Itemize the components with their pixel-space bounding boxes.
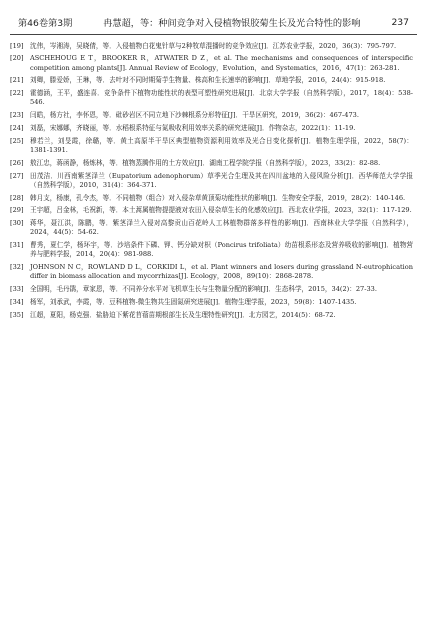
reference-item xyxy=(10,194,413,203)
reference-text: 刘卿，滕爱娇，王琳，等．去叶对不同时期菊芋生物量、株高和生长速率的影响[J]．草地学报，2016，24(4)：915-918. xyxy=(30,76,386,85)
header-rule xyxy=(10,34,417,35)
reference-text: JOHNSON N C，ROWLAND D L，CORKIDI L，et al. Plant winners and losers during grassland N-eutrophication differ in biomass allocation and mycorrhizas[J]. Ecology，2008，89(10)：2868-2878. xyxy=(30,263,413,281)
journal-volume-issue: 第46卷第3期 xyxy=(18,18,73,29)
reference-item xyxy=(10,159,413,168)
reference-text: 霍德涵，王平，盛连喜．竞争条件下植物功能性状的表型可塑性研究进展[J]．北京大学学报（自然科学版），2017，18(4)：538-546. xyxy=(30,89,413,107)
reference-item xyxy=(10,172,413,190)
reference-number: [28] xyxy=(10,193,24,202)
reference-number: [25] xyxy=(10,136,24,145)
reference-text: 刘磊，宋娜娜，齐晓丽，等．水稻根系特征与氮吸收利用效率关系的研究进展[J]．作物杂志，2022(1)：11-19. xyxy=(30,123,356,132)
reference-item xyxy=(10,124,413,133)
reference-item xyxy=(10,285,413,294)
page-number: 237 xyxy=(391,16,409,28)
reference-item xyxy=(10,263,413,281)
reference-item xyxy=(10,298,413,307)
reference-number: [35] xyxy=(10,310,24,319)
reference-text: 王宇超，吕金林，毛祝新，等．本土蒿属植物提提液对农田入侵杂草生长的化感效应[J]．西北农业学报，2023，32(1)：117-129. xyxy=(30,206,412,215)
reference-number: [31] xyxy=(10,241,24,250)
reference-text: ASCHEHOUG E T，BROOKER R，ATWATER D Z，et al. The mechanisms and consequences of interspecific competition among plants[J]. Annual Review of Ecology，Evolution，and Systematics，2016，47(1)：263-281. xyxy=(30,54,413,72)
reference-item xyxy=(10,42,413,51)
reference-list xyxy=(10,38,413,322)
reference-item xyxy=(10,54,413,72)
reference-item xyxy=(10,241,413,259)
reference-item xyxy=(10,219,413,237)
reference-text: 江超，夏阳，杨克强．盐胁迫下紫花苜蓿苗期根部生长及生理特性研究[J]．北方园艺，2014(5)：68-72. xyxy=(30,310,336,319)
reference-item xyxy=(10,89,413,107)
reference-number: [34] xyxy=(10,297,24,306)
reference-text: 沈伟，岑湘涛，吴晓倩，等．入侵植物白花鬼针草与2种牧草混播时的竞争效应[J]．江苏农业学报，2020，36(3)：795-797. xyxy=(30,41,397,50)
reference-text: 蒋华，聂江洪，陈鹏，等．紫茎泽兰入侵对高黎贡山百花岭人工林植物群落多样性的影响[J]．西南林业大学学报（自然科学），2024，44(5)：54-62. xyxy=(30,219,413,237)
reference-number: [22] xyxy=(10,89,24,98)
reference-text: 全国明，毛丹鹃，章家恩，等．不同养分水平对飞机草生长与生物量分配的影响[J]．生态科学，2015，34(2)：27-33. xyxy=(30,285,377,294)
running-title: 冉慧超，等：种间竞争对入侵植物银胶菊生长及光合特性的影响 xyxy=(103,18,361,28)
reference-number: [20] xyxy=(10,54,24,63)
reference-number: [26] xyxy=(10,158,24,167)
reference-text: 韩月支，杨康，孔令杰，等．不同植物（组合）对入侵杂草黄顶菊功能性状的影响[J]．生物安全学报，2019，28(2)：140-146. xyxy=(30,193,406,202)
reference-text: 杨军，刘承武，李霞，等．豆科植物-微生物共生固氮研究进展[J]．植物生理学报，2023，59(8)：1407-1435. xyxy=(30,297,357,306)
reference-item xyxy=(10,111,413,120)
reference-text: 敖江忠，蒋函静，杨炼林，等．植物蒸腾作用的土方效应[J]．湖南工程学院学报（自然科学版），2023，33(2)：82-88. xyxy=(30,158,381,167)
reference-number: [19] xyxy=(10,41,24,50)
reference-item xyxy=(10,76,413,85)
reference-text: 穆若兰，刘旻霞，徐璐，等．黄土高原半干旱区典型植物资源利用效率及光合日变化探析[J]．植物生理学报，2022，58(7)：1381-1391. xyxy=(30,136,413,154)
reference-item xyxy=(10,206,413,215)
reference-number: [30] xyxy=(10,219,24,228)
reference-item xyxy=(10,311,413,320)
reference-number: [23] xyxy=(10,111,24,120)
reference-item xyxy=(10,137,413,155)
reference-number: [21] xyxy=(10,76,24,85)
reference-text: 田茂洁．川西南紫茎泽兰（Eupatorium adenophorum）草季光合生理及其在四川盆地的入侵风险分析[J]．西华师范大学学报（自然科学版），2010，31(4)：364-371. xyxy=(30,171,413,189)
reference-number: [27] xyxy=(10,171,24,180)
reference-number: [32] xyxy=(10,263,24,272)
running-header xyxy=(18,10,409,34)
reference-text: 曹秀，夏仁学，杨环宇，等．沙培条件下磷、钾、钙分缺对枳（Poncirus trifoliata）幼苗根系形态及营养吸收的影响[J]．植物营养与肥料学报，2014，20(4)：981-988. xyxy=(30,241,413,259)
reference-number: [29] xyxy=(10,206,24,215)
reference-number: [33] xyxy=(10,285,24,294)
reference-number: [24] xyxy=(10,123,24,132)
reference-text: 闫皓，杨方社，李怀恩，等．砒砂岩区不同立地下沙棘根系分形特征[J]．干旱区研究，2019，36(2)：467-473. xyxy=(30,111,359,120)
